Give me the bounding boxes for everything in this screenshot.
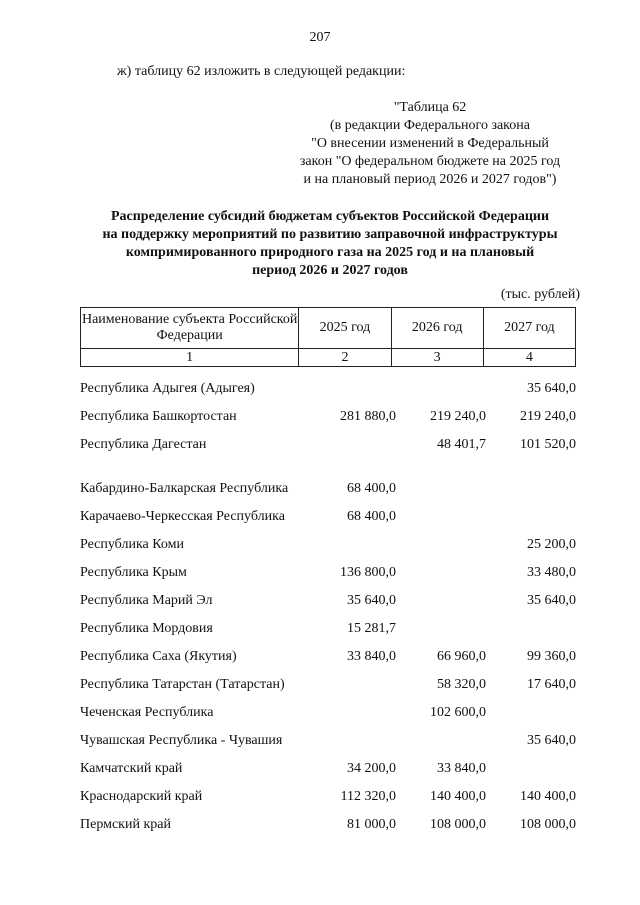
region-name-cell: Кабардино-Балкарская Республика [80, 481, 289, 496]
value-2025-cell: 34 200,0 [347, 761, 396, 776]
table-row [80, 582, 576, 610]
header-2025: 2025 год [299, 308, 391, 349]
value-2026-cell: 48 401,7 [437, 437, 486, 452]
table-row [80, 638, 576, 666]
table-row [80, 778, 576, 806]
value-2026-cell: 102 600,0 [430, 705, 486, 720]
column-number: 3 [391, 349, 483, 367]
table-row [80, 610, 576, 638]
column-number: 2 [299, 349, 391, 367]
table-row [80, 554, 576, 582]
region-name-cell: Пермский край [80, 817, 171, 832]
value-2025-cell: 136 800,0 [340, 565, 396, 580]
region-name-cell: Камчатский край [80, 761, 183, 776]
region-name-cell: Карачаево-Черкесская Республика [80, 509, 285, 524]
value-2025-cell: 68 400,0 [347, 481, 396, 496]
table-row [80, 454, 576, 498]
table-row [80, 398, 576, 426]
region-name-cell: Республика Татарстан (Татарстан) [80, 677, 285, 692]
table-reference-line: "Таблица 62 [393, 100, 467, 115]
table-row [80, 526, 576, 554]
region-name-cell: Республика Башкортостан [80, 409, 237, 424]
table-title-line: на поддержку мероприятий по развитию заправочной инфраструктуры [102, 227, 558, 242]
region-name-cell: Чувашская Республика - Чувашия [80, 733, 283, 748]
region-name-cell: Республика Дагестан [80, 437, 207, 452]
value-2026-cell: 108 000,0 [430, 817, 486, 832]
region-name-cell: Республика Мордовия [80, 621, 213, 636]
region-name-cell: Краснодарский край [80, 789, 203, 804]
table-row [80, 806, 576, 834]
value-2027-cell: 101 520,0 [520, 437, 576, 452]
table-title [60, 208, 600, 280]
table-reference [280, 99, 580, 189]
value-2025-cell: 68 400,0 [347, 509, 396, 524]
value-2027-cell: 35 640,0 [527, 733, 576, 748]
value-2025-cell: 281 880,0 [340, 409, 396, 424]
value-2027-cell: 17 640,0 [527, 677, 576, 692]
region-name-cell: Республика Коми [80, 537, 184, 552]
header-region-name: Наименование субъекта Российской Федерации [81, 308, 299, 349]
table-header [80, 307, 576, 367]
value-2027-cell: 219 240,0 [520, 409, 576, 424]
header-2027: 2027 год [483, 308, 575, 349]
value-2027-cell: 25 200,0 [527, 537, 576, 552]
value-2027-cell: 99 360,0 [527, 649, 576, 664]
column-number: 1 [81, 349, 299, 367]
table-reference-line: закон "О федеральном бюджете на 2025 год [299, 154, 561, 169]
value-2026-cell: 66 960,0 [437, 649, 486, 664]
value-2025-cell: 15 281,7 [347, 621, 396, 636]
column-number: 4 [483, 349, 575, 367]
header-2026: 2026 год [391, 308, 483, 349]
value-2026-cell: 33 840,0 [437, 761, 486, 776]
units-label: (тыс. рублей) [500, 287, 580, 302]
region-name-cell: Республика Крым [80, 565, 187, 580]
table-reference-line: "О внесении изменений в Федеральный [311, 136, 549, 151]
value-2026-cell: 58 320,0 [437, 677, 486, 692]
value-2025-cell: 33 840,0 [347, 649, 396, 664]
table-row [80, 694, 576, 722]
table-row [80, 666, 576, 694]
value-2027-cell: 35 640,0 [527, 381, 576, 396]
table-row [80, 750, 576, 778]
value-2027-cell: 108 000,0 [520, 817, 576, 832]
value-2027-cell: 140 400,0 [520, 789, 576, 804]
value-2026-cell: 140 400,0 [430, 789, 486, 804]
value-2025-cell: 35 640,0 [347, 593, 396, 608]
value-2026-cell: 219 240,0 [430, 409, 486, 424]
page-number: 207 [309, 30, 331, 45]
table-row [80, 498, 576, 526]
table-row [80, 426, 576, 454]
intro-text: ж) таблицу 62 изложить в следующей редакции: [117, 64, 406, 79]
table-title-line: Распределение субсидий бюджетам субъектов Российской Федерации [110, 209, 550, 224]
table-reference-line: и на плановый период 2026 и 2027 годов") [303, 172, 557, 187]
table-row [80, 370, 576, 398]
region-name-cell: Республика Саха (Якутия) [80, 649, 237, 664]
table-title-line: период 2026 и 2027 годов [252, 263, 408, 278]
region-name-cell: Чеченская Республика [80, 705, 214, 720]
table-title-line: компримированного природного газа на 2025 год и на плановый [125, 245, 535, 260]
table-body [80, 370, 576, 834]
value-2027-cell: 35 640,0 [527, 593, 576, 608]
value-2025-cell: 81 000,0 [347, 817, 396, 832]
region-name-cell: Республика Марий Эл [80, 593, 213, 608]
table-row [80, 722, 576, 750]
table-reference-line: (в редакции Федерального закона [330, 118, 530, 133]
value-2027-cell: 33 480,0 [527, 565, 576, 580]
value-2025-cell: 112 320,0 [340, 789, 396, 804]
region-name-cell: Республика Адыгея (Адыгея) [80, 381, 255, 396]
